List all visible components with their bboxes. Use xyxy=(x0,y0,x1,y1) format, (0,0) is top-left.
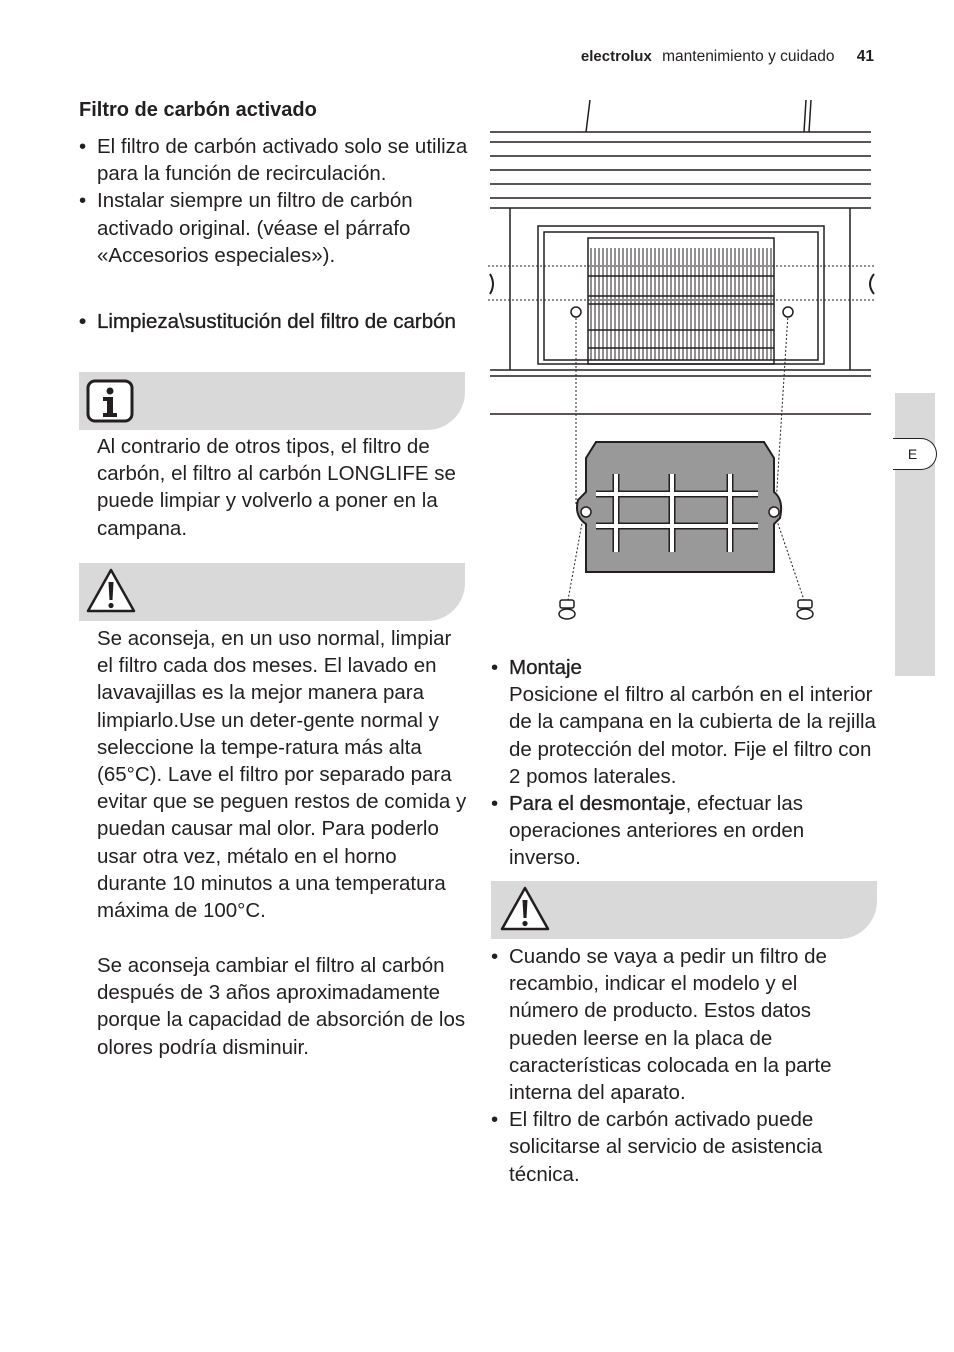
info-icon xyxy=(85,378,135,424)
warning-text-1: Se aconseja, en un uso normal, limpiar el filtro cada dos meses. El lavado en lavavajillas es la mejor manera para limpiarlo.Use un deter-gente normal y seleccione la tempe-ratura más alta (65°C). Lave el filtro por separado para evitar que se peguen restos de comida y puedan causar mal olor. Para poderlo usar otra vez, métalo en el horno durante 10 minutos a una temperatura máxima de 100°C. xyxy=(97,627,467,923)
cleaning-bullet: • Limpieza\sustitución del filtro de carbón xyxy=(79,308,469,335)
language-tab-label: E xyxy=(893,438,937,470)
desmontaje-label: Para el desmontaje xyxy=(509,792,686,816)
warning-bar-2 xyxy=(491,881,877,939)
montaje-item: • Montaje Posicione el filtro al carbón en el interior de la campana en la cubierta de la rejilla de protección del motor. Fije el filtro con 2 pomos laterales. xyxy=(491,656,876,788)
language-side-tab xyxy=(895,393,935,676)
desmontaje-text: , efectuar las operaciones anteriores en orden inverso. xyxy=(509,792,805,870)
info-text: Al contrario de otros tipos, el filtro de carbón, el filtro al carbón LONGLIFE se puede limpiar y volverlo a poner en la campana. xyxy=(97,435,456,540)
montaje-label: Montaje xyxy=(509,656,582,679)
page-number: 41 xyxy=(856,48,874,65)
brand-name: electrolux xyxy=(580,48,652,65)
warning-text-2: Se aconseja cambiar el filtro al carbón después de 3 años aproximadamente porque la capacidad de absorción de los olores podría disminuir. xyxy=(97,954,466,1059)
header-section: mantenimiento y cuidado xyxy=(662,48,835,65)
warning-triangle-icon xyxy=(499,885,551,933)
list-item: • El filtro de carbón activado solo se utiliza para la función de recirculación. xyxy=(79,133,469,187)
page-header xyxy=(581,48,874,66)
list-item: • Cuando se vaya a pedir un filtro de recambio, indicar el modelo y el número de producto. Estos datos pueden leerse en la placa de características colocada en la parte interna del aparato. xyxy=(491,943,869,1106)
montaje-block xyxy=(491,654,881,872)
warning-list xyxy=(491,943,869,1188)
intro-list xyxy=(79,133,469,269)
list-item: • El filtro de carbón activado puede solicitarse al servicio de asistencia técnica. xyxy=(491,1106,869,1188)
warning-bar-1 xyxy=(79,563,465,621)
montaje-text: Posicione el filtro al carbón en el interior de la campana en la cubierta de la rejilla de protección del motor. Fije el filtro con 2 pomos laterales. xyxy=(509,683,876,788)
cleaning-list xyxy=(79,308,469,335)
section-title: Filtro de carbón activado xyxy=(79,99,317,121)
info-bar xyxy=(79,372,465,430)
filter-installation-illustration xyxy=(488,98,878,628)
desmontaje-item: • Para el desmontaje, efectuar las operaciones anteriores en orden inverso. xyxy=(491,792,805,870)
list-item: • Instalar siempre un filtro de carbón activado original. (véase el párrafo «Accesorios especiales»). xyxy=(79,187,469,269)
warning-triangle-icon xyxy=(85,567,137,615)
